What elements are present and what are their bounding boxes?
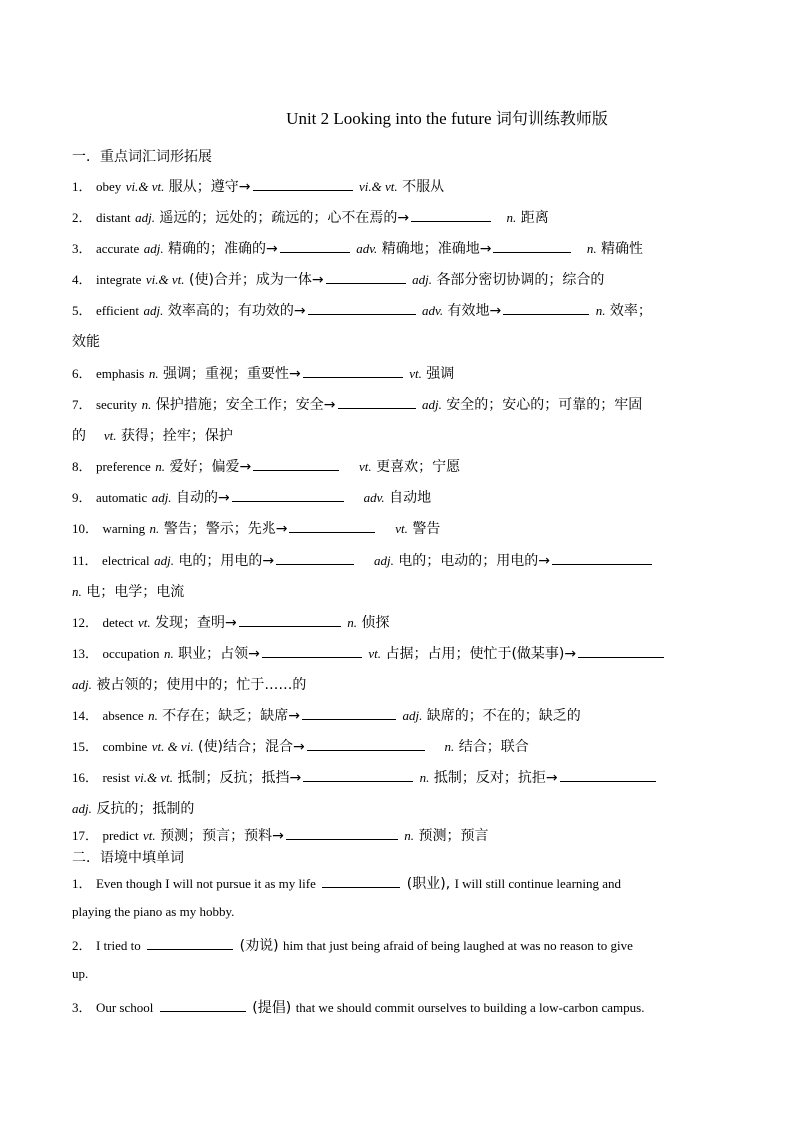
item-pos: n. (595, 303, 606, 318)
item-definition: 预测；预言；预料→ (160, 828, 284, 844)
item-definition: 各部分密切协调的；综合的 (436, 272, 605, 288)
answer-blank[interactable] (239, 614, 341, 627)
answer-blank[interactable] (322, 875, 400, 888)
sentence-continuation: up. (72, 966, 89, 981)
item-pos: adv. (356, 241, 378, 256)
answer-blank[interactable] (503, 302, 589, 315)
item-definition: 警告；警示；先兆→ (163, 521, 288, 537)
item-number: 10． (72, 521, 99, 536)
vocab-item (72, 207, 722, 227)
item-pos: n. (141, 397, 152, 412)
item-definition: 爱好；偏爱→ (169, 459, 252, 475)
item-definition: 抵制；反抗；抵挡→ (177, 770, 302, 786)
vocab-item-continuation: 效能 (72, 334, 100, 350)
answer-blank[interactable] (578, 645, 664, 658)
item-pos: adj. (143, 303, 164, 318)
item-definition: 强调 (426, 366, 455, 382)
answer-blank[interactable] (326, 271, 406, 284)
answer-blank[interactable] (307, 738, 425, 751)
answer-blank[interactable] (253, 458, 339, 471)
answer-blank[interactable] (411, 209, 491, 222)
item-pos: adj. (143, 241, 164, 256)
item-pos: vt. (368, 646, 381, 661)
item-pos: n. (444, 739, 455, 754)
item-definition: 保护措施；安全工作；安全→ (155, 397, 336, 413)
answer-blank[interactable] (280, 240, 350, 253)
item-number: 2． (72, 938, 92, 953)
item-definition: 电的；电动的；用电的→ (398, 553, 551, 569)
item-word: detect (102, 615, 134, 630)
item-definition: 的 (72, 428, 86, 444)
answer-blank[interactable] (276, 552, 354, 565)
answer-blank[interactable] (160, 999, 246, 1012)
item-word: predict (102, 828, 139, 843)
item-number: 5． (72, 303, 92, 318)
answer-blank[interactable] (308, 302, 416, 315)
item-definition: 不存在；缺乏；缺席→ (162, 708, 300, 724)
item-number: 15． (72, 739, 99, 754)
item-pos: n. (148, 708, 158, 723)
answer-blank[interactable] (302, 707, 396, 720)
item-pos: adj. (72, 801, 92, 816)
sentence-text: Even though I will not pursue it as my life (95, 876, 316, 891)
answer-blank[interactable] (232, 489, 344, 502)
item-pos: adj. (412, 272, 432, 287)
answer-blank[interactable] (338, 396, 416, 409)
title-chinese: 词句训练教师版 (495, 109, 608, 128)
item-word: warning (102, 521, 146, 536)
item-pos: n. (347, 615, 357, 630)
answer-blank[interactable] (303, 365, 403, 378)
vocab-item (72, 767, 722, 787)
item-number: 1． (72, 876, 92, 891)
sentence-continuation: playing the piano as my hobby. (72, 904, 235, 919)
item-definition: 精确地；准确地→ (381, 241, 492, 257)
item-definition: 不服从 (402, 179, 445, 195)
answer-blank[interactable] (493, 240, 571, 253)
vocab-item (72, 736, 722, 756)
item-word: distant (95, 210, 131, 225)
item-definition: 占据；占用；使忙于(做某事)→ (385, 646, 577, 662)
vocab-item-continuation (72, 674, 722, 694)
sentence-hint: (劝说) (239, 938, 279, 954)
item-pos: n. (155, 459, 166, 474)
sentence-item (72, 935, 722, 955)
item-word: absence (102, 708, 144, 723)
vocab-item (72, 518, 722, 538)
item-definition: (使)结合；混合→ (198, 739, 305, 755)
item-definition: 预测；预言 (418, 828, 489, 844)
item-pos: adj. (154, 553, 174, 568)
item-word: combine (102, 739, 148, 754)
item-number: 16． (72, 770, 99, 785)
item-definition: 抵制；反对；抗拒→ (433, 770, 558, 786)
sentence-text: I will still continue learning and (454, 876, 622, 891)
vocab-item (72, 825, 722, 845)
item-number: 1． (72, 179, 92, 194)
answer-blank[interactable] (147, 937, 233, 950)
sentence-text: Our school (95, 1000, 154, 1015)
item-number: 6． (72, 366, 92, 381)
answer-blank[interactable] (560, 769, 656, 782)
item-pos: n. (506, 210, 517, 225)
item-number: 11． (72, 553, 98, 568)
vocab-item-continuation (72, 798, 722, 818)
item-definition: 精确的；准确的→ (168, 241, 278, 257)
vocab-item (72, 487, 722, 507)
vocab-item (72, 456, 722, 476)
item-pos: n. (72, 584, 82, 599)
item-definition: 效率； (609, 303, 652, 319)
vocab-item (72, 394, 722, 414)
item-definition: (使)合并；成为一体→ (189, 272, 324, 288)
title-english: Unit 2 Looking into the future (286, 109, 492, 128)
item-number: 3． (72, 1000, 92, 1015)
item-pos: n. (148, 366, 159, 381)
item-number: 4． (72, 272, 92, 287)
item-word: efficient (95, 303, 140, 318)
vocab-item (72, 550, 722, 570)
answer-blank[interactable] (262, 645, 362, 658)
item-number: 9． (72, 490, 92, 505)
vocab-item-continuation (72, 581, 722, 601)
item-pos: adj. (72, 677, 92, 692)
item-definition: 服从；遵守→ (168, 179, 251, 195)
answer-blank[interactable] (286, 827, 398, 840)
item-definition: 强调；重视；重要性→ (163, 366, 301, 382)
section-heading-vocab: 一．重点词汇词形拓展 (72, 149, 212, 165)
item-pos: vi.& vt. (134, 770, 174, 785)
item-word: preference (95, 459, 151, 474)
item-definition: 更喜欢；宁愿 (376, 459, 461, 475)
item-pos: adj. (402, 708, 423, 723)
answer-blank[interactable] (552, 552, 652, 565)
item-definition: 遥远的；远处的；疏远的；心不在焉的→ (159, 210, 410, 226)
sentence-text: I tried to (95, 938, 141, 953)
sentence-text: that we should commit ourselves to building a low-carbon campus. (295, 1000, 645, 1015)
item-word: integrate (95, 272, 142, 287)
item-number: 14． (72, 708, 99, 723)
item-definition: 效率高的；有功效的→ (167, 303, 306, 319)
item-definition: 警告 (412, 521, 441, 537)
item-pos: vt. (143, 828, 156, 843)
item-definition: 有效地→ (447, 303, 502, 319)
item-pos: vi.& vt. (125, 179, 165, 194)
item-pos: n. (586, 241, 597, 256)
item-pos: vt. (395, 521, 408, 536)
vocab-item (72, 363, 722, 383)
item-number: 2． (72, 210, 92, 225)
vocab-item (72, 705, 722, 725)
item-word: electrical (101, 553, 150, 568)
item-number: 17． (72, 828, 99, 843)
item-definition: 自动的→ (176, 490, 230, 506)
item-pos: adj. (135, 210, 155, 225)
vocab-item (72, 269, 722, 289)
item-definition: 发现；查明→ (155, 615, 237, 631)
sentence-text: him that just being afraid of being laughed at was no reason to give (283, 938, 633, 953)
item-definition: 缺席的；不在的；缺乏的 (426, 708, 581, 724)
item-pos: vt. (103, 428, 117, 443)
item-number: 3． (72, 241, 92, 256)
item-pos: vi.& vt. (145, 272, 185, 287)
item-pos: vt. (359, 459, 372, 474)
vocab-item (72, 238, 722, 258)
item-pos: vt. (137, 615, 151, 630)
sentence-item (72, 997, 722, 1017)
item-pos: adv. (422, 303, 444, 318)
item-pos: n. (419, 770, 430, 785)
item-definition: 精确性 (601, 241, 644, 257)
item-number: 12． (72, 615, 99, 630)
vocab-item (72, 176, 722, 196)
item-word: resist (102, 770, 130, 785)
item-definition: 自动地 (389, 490, 432, 506)
item-number: 13． (72, 646, 99, 661)
item-definition: 安全的；安心的；可靠的；牢固 (446, 397, 643, 413)
item-definition: 侦探 (361, 615, 390, 631)
item-pos: n. (163, 646, 174, 661)
item-definition: 被占领的；使用中的；忙于……的 (96, 677, 307, 693)
vocab-item (72, 612, 722, 632)
item-pos: vt. & vi. (151, 739, 194, 754)
item-word: obey (95, 179, 122, 194)
sentence-item (72, 873, 722, 893)
sentence-hint: (提倡) (252, 1000, 292, 1016)
item-pos: adj. (151, 490, 172, 505)
item-pos: n. (404, 828, 415, 843)
item-pos: adj. (421, 397, 442, 412)
item-word: occupation (102, 646, 160, 661)
vocab-item (72, 300, 722, 320)
item-pos: adj. (373, 553, 394, 568)
answer-blank[interactable] (289, 520, 375, 533)
vocab-item (72, 643, 722, 663)
vocab-item-continuation (72, 425, 722, 445)
item-definition: 职业；占领→ (178, 646, 260, 662)
item-definition: 电的；用电的→ (178, 553, 275, 569)
item-definition: 距离 (520, 210, 549, 226)
item-word: security (95, 397, 138, 412)
item-number: 8． (72, 459, 92, 474)
answer-blank[interactable] (253, 178, 353, 191)
item-word: emphasis (95, 366, 145, 381)
item-definition: 反抗的；抵制的 (96, 801, 195, 817)
item-pos: adv. (363, 490, 385, 505)
item-definition: 结合；联合 (458, 739, 529, 755)
sentence-hint: (职业), (406, 876, 451, 892)
item-pos: n. (149, 521, 160, 536)
item-word: accurate (95, 241, 140, 256)
section-heading-context: 二．语境中填单词 (72, 850, 184, 866)
item-pos: vi.& vt. (358, 179, 398, 194)
item-pos: vt. (409, 366, 422, 381)
item-definition: 电；电学；电流 (86, 584, 185, 600)
item-word: automatic (95, 490, 148, 505)
page-title (0, 106, 794, 129)
item-definition: 获得；拴牢；保护 (120, 428, 233, 444)
answer-blank[interactable] (303, 769, 413, 782)
item-number: 7． (72, 397, 92, 412)
